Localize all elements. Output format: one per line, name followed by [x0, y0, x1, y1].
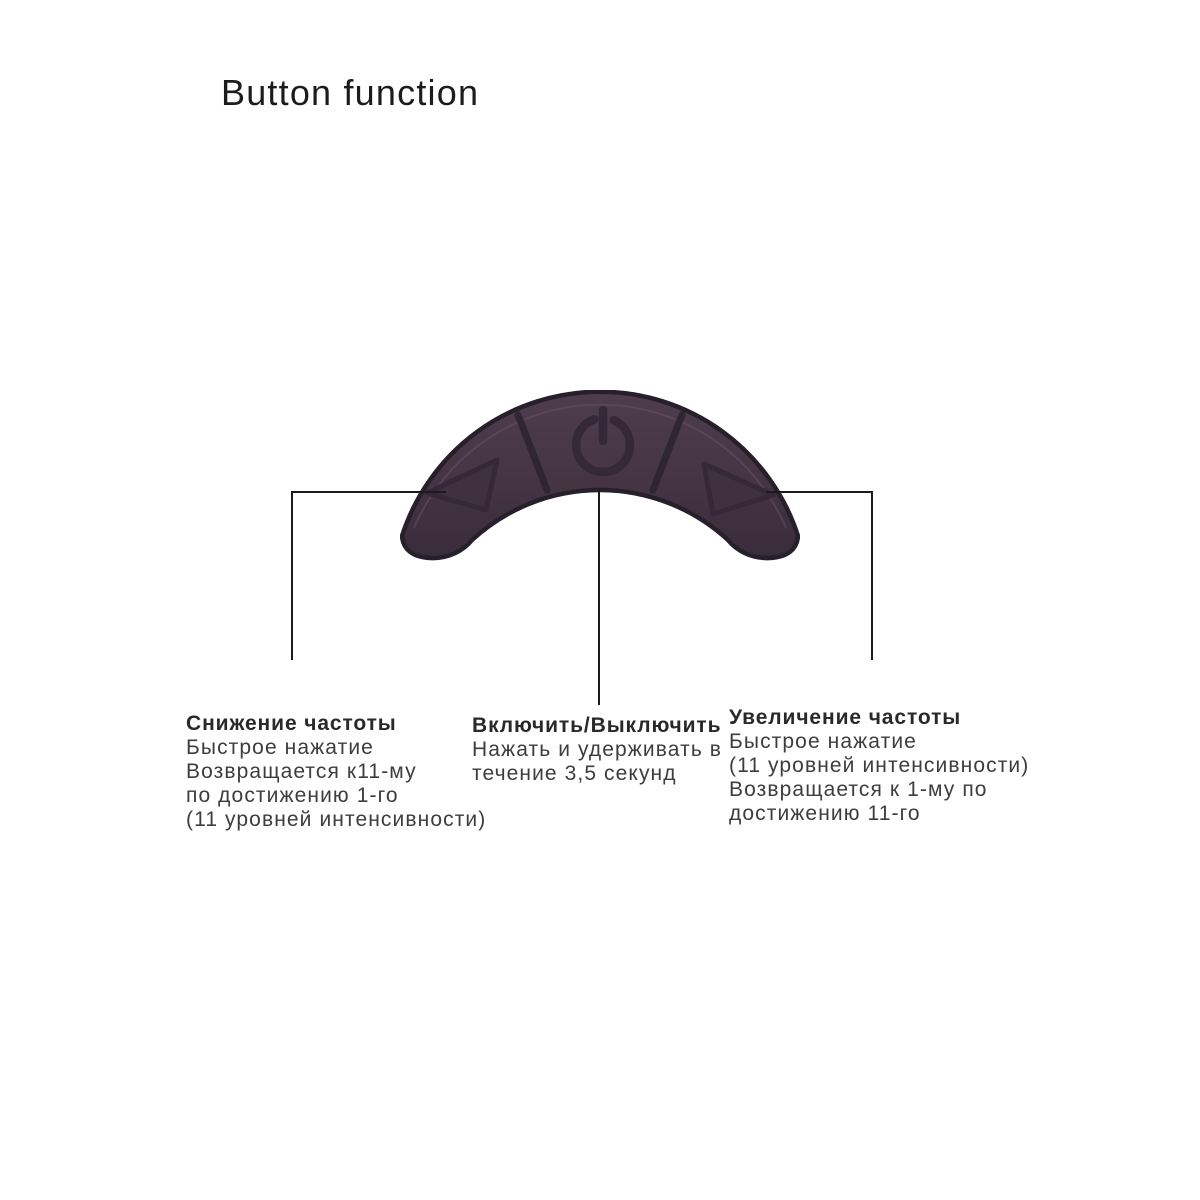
annotation-heading: Увеличение частоты: [729, 706, 962, 729]
annotation-line: Быстрое нажатие: [729, 730, 917, 753]
annotation-line: (11 уровней интенсивности): [729, 754, 1030, 777]
annotation-decrease-frequency: [186, 712, 486, 832]
callout-line-right-horizontal: [766, 491, 872, 493]
annotation-line: Нажать и удерживать в: [472, 738, 723, 761]
callout-line-left-vertical: [291, 491, 293, 660]
device-illustration: [400, 390, 800, 570]
annotation-line: течение 3,5 секунд: [472, 762, 677, 785]
annotation-line: Быстрое нажатие: [186, 736, 374, 759]
annotation-power: [472, 714, 722, 786]
annotation-line: (11 уровней интенсивности): [186, 808, 487, 831]
annotation-line: по достижению 1-го: [186, 784, 399, 807]
annotation-line: Возвращается к11-му: [186, 760, 417, 783]
annotation-heading: Снижение частоты: [186, 712, 397, 735]
callout-line-right-vertical: [871, 491, 873, 660]
callout-line-left-horizontal: [291, 491, 446, 493]
annotation-line: Возвращается к 1-му по: [729, 778, 988, 801]
page-title: Button function: [221, 72, 480, 113]
callout-line-center-vertical: [598, 489, 600, 705]
annotation-increase-frequency: [729, 706, 1029, 826]
annotation-heading: Включить/Выключить: [472, 714, 722, 737]
annotation-line: достижению 11-го: [729, 802, 921, 825]
